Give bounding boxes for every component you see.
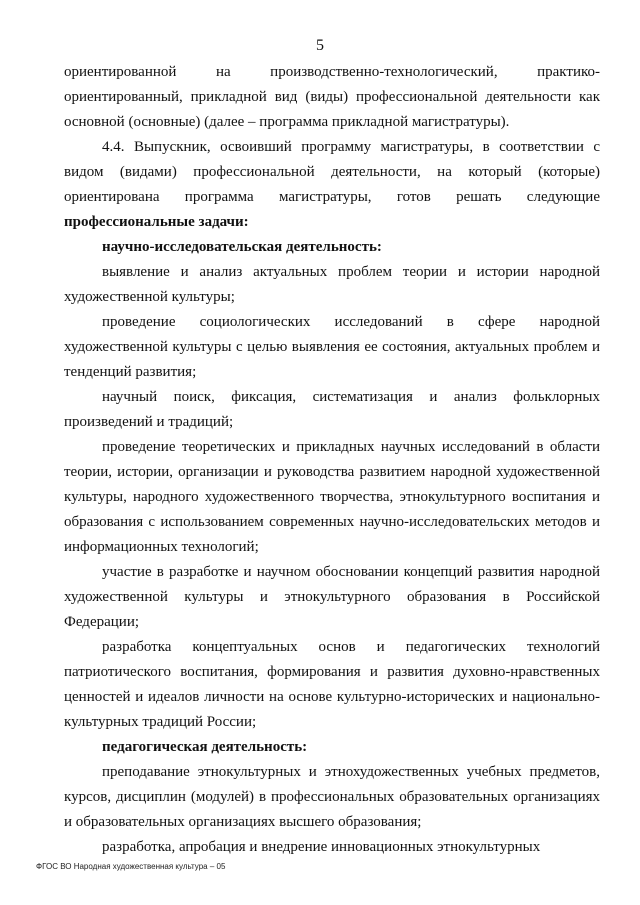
page-number: 5 [316, 37, 324, 54]
paragraph-4-4-text: 4.4. Выпускник, освоивший программу магистратуры, в соответствии с видом (видами) профессиональной деятельности, на который (которые) ориентирована программа магистратуры, готов решать следующие [64, 139, 600, 205]
page-footer: ФГОС ВО Народная художественная культура – 05 [36, 862, 226, 871]
paragraph-item: выявление и анализ актуальных проблем теории и истории народной художественной культуры; [64, 264, 600, 305]
paragraph-item: разработка концептуальных основ и педагогических технологий патриотического воспитания, формирования и развития духовно-нравственных ценностей и идеалов личности на основе культурно-исторических и национально-культурных традиций России; [64, 639, 600, 730]
paragraph-item: проведение теоретических и прикладных научных исследований в области теории, истории, организации и руководства развитием народной художественной культуры, народного художественного творчества, этнокультурного воспитания и образования с использованием современных научно-исследовательских методов и информационных технологий; [64, 439, 600, 555]
document-body [64, 60, 600, 860]
paragraph-item: участие в разработке и научном обосновании концепций развития народной художественной культуры и этнокультурного образования в Российской Федерации; [64, 564, 600, 630]
paragraph-item: проведение социологических исследований в сфере народной художественной культуры с целью выявления ее состояния, актуальных проблем и тенденций развития; [64, 314, 600, 380]
paragraph-4-4 [64, 135, 600, 235]
paragraph-item: научный поиск, фиксация, систематизация и анализ фольклорных произведений и традиций; [64, 389, 600, 430]
paragraph-item: преподавание этнокультурных и этнохудожественных учебных предметов, курсов, дисциплин (модулей) в профессиональных образовательных организациях и образовательных организациях высшего образования; [64, 764, 600, 830]
heading-pedagogical-activity: педагогическая деятельность: [102, 739, 308, 755]
paragraph-continuation: ориентированной на производственно-технологический, практико-ориентированный, прикладной вид (виды) профессиональной деятельности как основной (основные) (далее – программа прикладной магистратуры). [64, 64, 600, 130]
paragraph-item: разработка, апробация и внедрение инновационных этнокультурных [102, 839, 541, 855]
professional-tasks-label: профессиональные задачи: [64, 214, 249, 230]
heading-research-activity: научно-исследовательская деятельность: [102, 239, 382, 255]
